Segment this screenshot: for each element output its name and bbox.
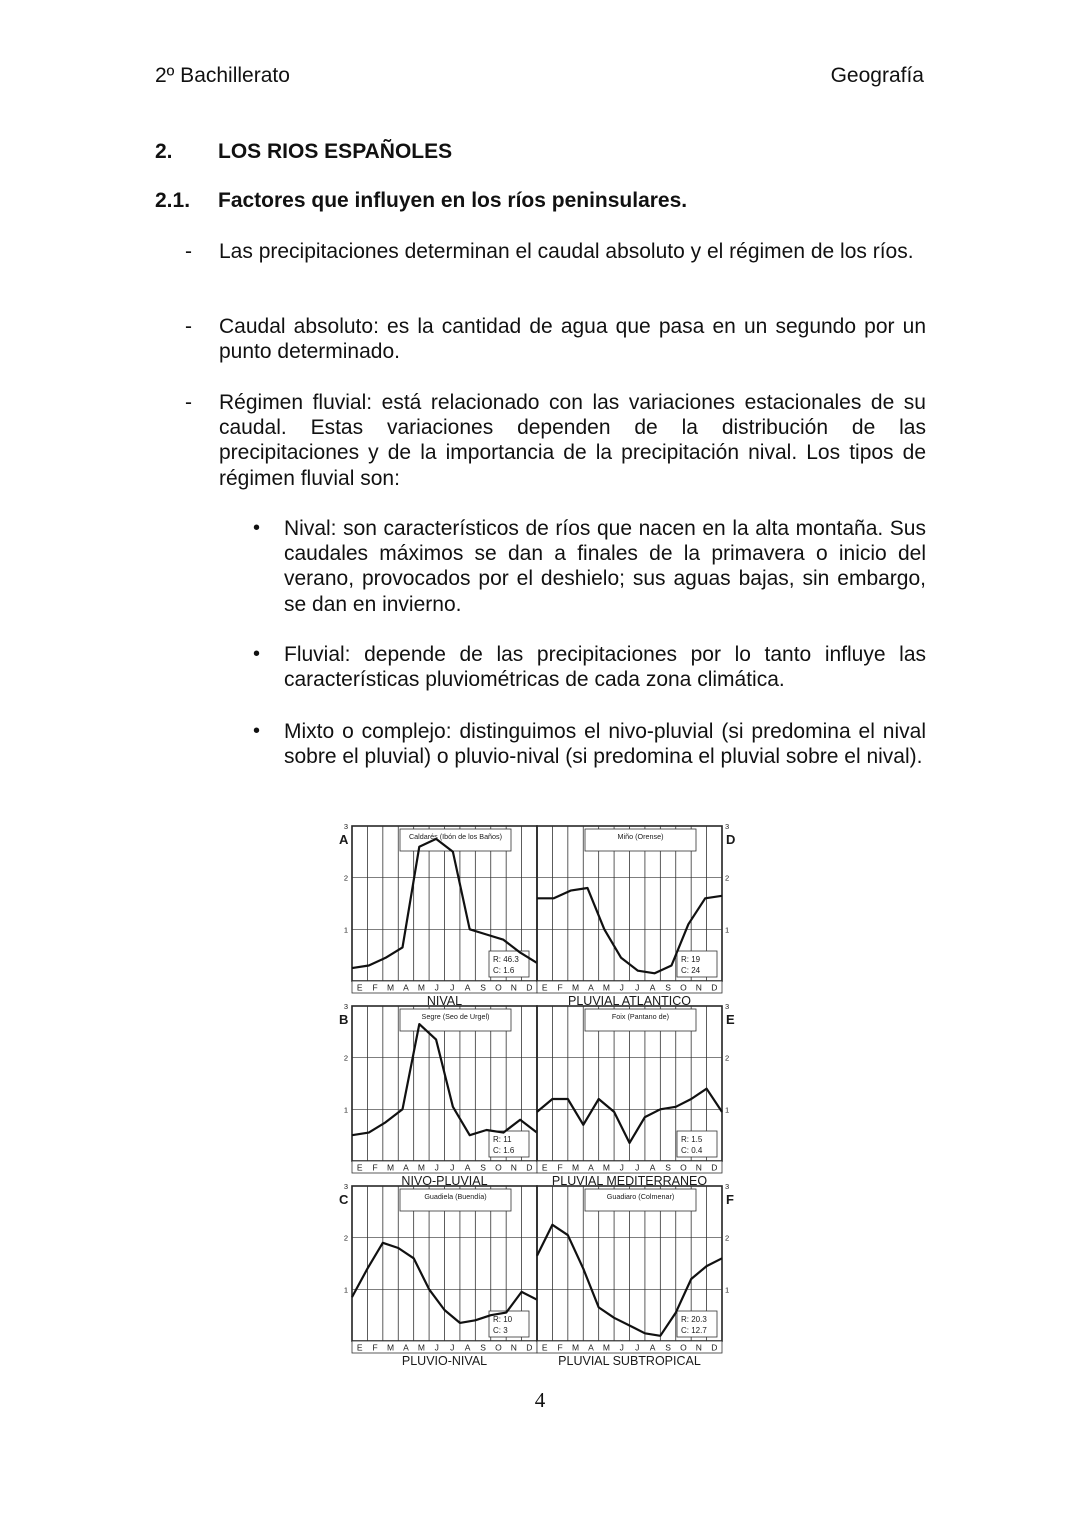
month-label: D — [711, 1162, 718, 1173]
month-label: A — [649, 1342, 656, 1353]
header-subject: Geografía — [830, 64, 924, 87]
month-label: N — [695, 1342, 702, 1353]
month-label: N — [510, 982, 517, 993]
regime-caption: PLUVIAL ATLANTICO — [568, 994, 691, 1008]
month-label: A — [403, 982, 409, 993]
stats-r-value: R: 19 — [681, 955, 701, 964]
month-strip — [352, 1341, 537, 1353]
month-label: O — [495, 982, 502, 993]
list-item-text: Las precipitaciones determinan el caudal absoluto y el régimen de los ríos. — [219, 240, 914, 263]
month-label: F — [372, 982, 378, 993]
month-label: F — [372, 1342, 378, 1353]
bullet-marker: • — [253, 517, 261, 539]
stats-r-value: R: 10 — [493, 1315, 513, 1324]
bullet-item-text: Mixto o complejo: distinguimos el nivo-pluvial (si predomina el nival sobre el pluvial) o pluvio-nival (si predomina el pluvial sobre el nival). — [284, 720, 926, 769]
y-tick-label: 2 — [343, 1053, 348, 1063]
month-label: J — [434, 1162, 439, 1173]
y-tick-label: 2 — [343, 873, 348, 883]
month-label: N — [695, 1162, 702, 1173]
month-label: J — [434, 1342, 439, 1353]
y-tick-label: 3 — [725, 1002, 730, 1011]
subsection-number: 2.1. — [155, 189, 191, 212]
month-strip — [537, 981, 722, 993]
stats-r-value: R: 46.3 — [493, 955, 519, 964]
month-label: M — [571, 1162, 580, 1173]
regime-panel — [352, 1186, 537, 1353]
stats-c-value: C: 24 — [681, 966, 701, 975]
month-label: J — [450, 982, 455, 993]
list-item — [185, 390, 926, 491]
dash-marker: - — [185, 315, 192, 338]
y-tick-label: 3 — [725, 1182, 730, 1191]
station-label: Foix (Pantano de) — [611, 1012, 670, 1021]
y-tick-label: 1 — [725, 925, 730, 935]
month-label: J — [434, 982, 439, 993]
month-label: E — [356, 1162, 363, 1173]
month-label: M — [602, 1342, 610, 1353]
bullet-item — [253, 516, 926, 617]
month-label: N — [510, 1162, 517, 1173]
y-tick-label: 3 — [725, 822, 730, 831]
panel-letter: F — [726, 1192, 734, 1207]
month-label: J — [635, 1342, 640, 1353]
list-item — [185, 314, 926, 364]
stats-c-value: C: 3 — [493, 1326, 508, 1335]
y-tick-label: 1 — [343, 1105, 348, 1115]
y-tick-label: 3 — [343, 1182, 348, 1191]
month-label: A — [464, 982, 471, 993]
stats-r-value: R: 1.5 — [681, 1135, 703, 1144]
month-label: D — [711, 1342, 718, 1353]
month-strip — [352, 1161, 537, 1173]
regime-caption: PLUVIAL MEDITERRANEO — [551, 1174, 708, 1188]
month-label: O — [680, 1342, 687, 1353]
month-label: E — [356, 1342, 363, 1353]
y-tick-label: 2 — [725, 1053, 730, 1063]
dash-marker: - — [185, 391, 192, 414]
month-label: M — [602, 982, 610, 993]
month-label: E — [541, 1342, 548, 1353]
stats-r-value: R: 11 — [493, 1135, 512, 1144]
month-strip — [537, 1161, 722, 1173]
dash-marker: - — [185, 240, 192, 263]
month-label: N — [695, 982, 702, 993]
month-label: A — [464, 1162, 471, 1173]
month-label: J — [635, 982, 640, 993]
month-label: M — [417, 1162, 425, 1173]
month-label: S — [480, 1342, 486, 1353]
panel-letter: D — [726, 832, 736, 847]
panel-letter: C — [339, 1192, 349, 1207]
stats-r-value: R: 20.3 — [681, 1315, 707, 1324]
panel-letter: E — [726, 1012, 735, 1027]
station-label: Guadiela (Buendía) — [424, 1192, 487, 1201]
month-label: A — [649, 982, 656, 993]
month-label: D — [526, 982, 533, 993]
station-label: Guadiaro (Colmenar) — [606, 1192, 675, 1201]
bullet-item-text: Nival: son característicos de ríos que nacen en la alta montaña. Sus caudales máximos se dan a finales de la primavera o inicio del verano, provocados por el deshielo; sus aguas bajas, sin embargo, se dan en invierno. — [284, 517, 926, 616]
month-label: A — [403, 1342, 409, 1353]
month-label: D — [526, 1162, 533, 1173]
month-strip — [352, 981, 537, 993]
month-label: M — [417, 982, 425, 993]
month-label: F — [557, 982, 563, 993]
stats-c-value: C: 12.7 — [681, 1326, 707, 1335]
month-label: A — [588, 982, 594, 993]
y-tick-label: 1 — [725, 1105, 730, 1115]
month-label: J — [619, 1342, 624, 1353]
month-label: E — [541, 1162, 548, 1173]
month-label: M — [571, 982, 580, 993]
month-label: A — [588, 1342, 594, 1353]
month-label: S — [665, 1162, 671, 1173]
y-tick-label: 2 — [725, 873, 730, 883]
month-label: M — [386, 1162, 395, 1173]
month-label: F — [557, 1342, 563, 1353]
river-regime-figure — [328, 818, 748, 1368]
month-label: M — [571, 1342, 580, 1353]
list-item-text: Régimen fluvial: está relacionado con las variaciones estacionales de su caudal. Estas variaciones dependen de la distribución de las precipitaciones y de la importancia de la precipitación nival. Los tipos de régimen fluvial son: — [219, 391, 926, 490]
header-course: 2º Bachillerato — [155, 64, 290, 87]
bullet-item — [253, 642, 926, 692]
section-number: 2. — [155, 140, 173, 163]
panel-letter: A — [339, 832, 349, 847]
month-label: A — [588, 1162, 594, 1173]
month-label: E — [356, 982, 363, 993]
month-label: S — [665, 1342, 671, 1353]
month-label: O — [495, 1342, 502, 1353]
y-tick-label: 1 — [343, 925, 348, 935]
month-label: M — [386, 1342, 395, 1353]
month-label: O — [680, 982, 687, 993]
month-label: E — [541, 982, 548, 993]
y-tick-label: 2 — [725, 1233, 730, 1243]
regime-caption: PLUVIAL SUBTROPICAL — [558, 1354, 701, 1368]
list-item — [185, 239, 926, 264]
month-label: O — [680, 1162, 687, 1173]
month-label: S — [480, 1162, 486, 1173]
y-tick-label: 1 — [725, 1285, 730, 1295]
month-label: J — [450, 1162, 455, 1173]
month-label: S — [480, 982, 486, 993]
month-label: F — [557, 1162, 563, 1173]
stats-c-value: C: 1.6 — [493, 966, 515, 975]
month-label: F — [372, 1162, 378, 1173]
stats-c-value: C: 1.6 — [493, 1146, 515, 1155]
month-label: M — [602, 1162, 610, 1173]
month-label: J — [619, 982, 624, 993]
month-label: A — [649, 1162, 656, 1173]
bullet-marker: • — [253, 720, 261, 742]
regime-caption: NIVAL — [426, 994, 463, 1008]
y-tick-label: 3 — [343, 1002, 348, 1011]
month-label: A — [403, 1162, 409, 1173]
month-label: M — [386, 982, 395, 993]
month-label: N — [510, 1342, 517, 1353]
bullet-item — [253, 719, 926, 769]
station-label: Segre (Seo de Urgel) — [421, 1012, 490, 1021]
month-label: D — [526, 1342, 533, 1353]
station-label: Caldarés (Ibón de los Baños) — [408, 832, 503, 841]
month-label: M — [417, 1342, 425, 1353]
section-title: LOS RIOS ESPAÑOLES — [218, 140, 453, 163]
month-label: S — [665, 982, 671, 993]
bullet-item-text: Fluvial: depende de las precipitaciones por lo tanto influye las características pluviométricas de cada zona climática. — [284, 643, 926, 692]
y-tick-label: 1 — [343, 1285, 348, 1295]
page-number: 4 — [534, 1388, 546, 1412]
month-label: J — [619, 1162, 624, 1173]
month-label: O — [495, 1162, 502, 1173]
list-item-text: Caudal absoluto: es la cantidad de agua que pasa en un segundo por un punto determinado. — [219, 315, 926, 364]
month-strip — [537, 1341, 722, 1353]
y-tick-label: 2 — [343, 1233, 348, 1243]
panel-letter: B — [339, 1012, 349, 1027]
month-label: A — [464, 1342, 471, 1353]
stats-c-value: C: 0.4 — [681, 1146, 703, 1155]
regime-caption: PLUVIO-NIVAL — [401, 1354, 488, 1368]
month-label: D — [711, 982, 718, 993]
month-label: J — [450, 1342, 455, 1353]
bullet-marker: • — [253, 643, 261, 665]
month-label: J — [635, 1162, 640, 1173]
y-tick-label: 3 — [343, 822, 348, 831]
regime-caption: NIVO-PLUVIAL — [401, 1174, 488, 1188]
subsection-title: Factores que influyen en los ríos peninsulares. — [218, 189, 688, 212]
station-label: Miño (Orense) — [617, 832, 664, 841]
